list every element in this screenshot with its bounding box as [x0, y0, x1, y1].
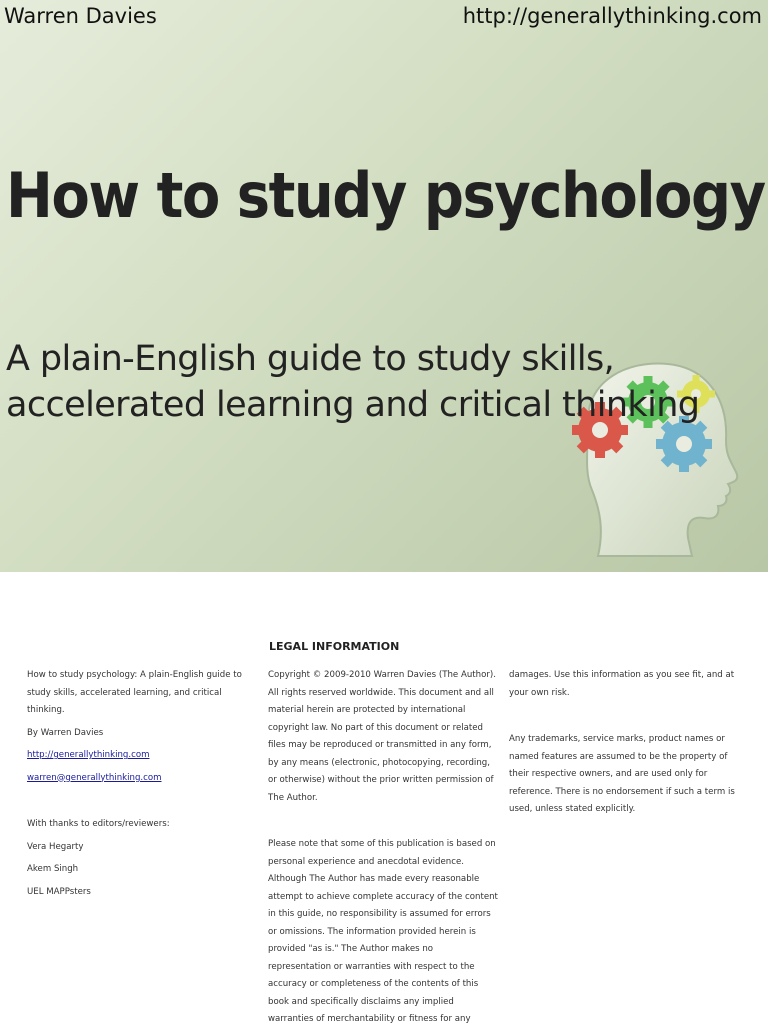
cover-subtitle: [6, 336, 766, 428]
cover-subtitle-line-1: A plain-English guide to study skills,: [6, 339, 615, 379]
copyright-paragraph: Copyright © 2009-2010 Warren Davies (The Author). All rights reserved worldwide. This document and all material herein are protected by international copyright law. No part of this document or related files may be reproduced or transmitted in any form, by any means (electronic, photocopying, recording, or otherwise) without the prior written permission of The Author.: [268, 670, 496, 803]
legal-column-2: [268, 667, 498, 1029]
book-description: How to study psychology: A plain-English guide to study skills, accelerated learning, and critical thinking.: [27, 670, 242, 715]
website-link[interactable]: http://generallythinking.com: [27, 750, 150, 760]
legal-column-1: [27, 667, 249, 901]
cover-url: http://generallythinking.com: [462, 4, 762, 28]
cover-author: Warren Davies: [4, 4, 157, 28]
legal-column-3: [509, 667, 739, 819]
cover-subtitle-line-2: accelerated learning and critical thinking: [6, 385, 700, 425]
email-link[interactable]: warren@generallythinking.com: [27, 772, 162, 783]
trademarks-paragraph: Any trademarks, service marks, product names or named features are assumed to be the property of their respective owners, and are used only for reference. There is no endorsement if such a term is used, unless stated explicitly.: [509, 734, 735, 814]
damages-paragraph: damages. Use this information as you see fit, and at your own risk.: [509, 670, 735, 698]
thanks-line: With thanks to editors/reviewers:: [27, 819, 170, 829]
reviewer-name: Akem Singh: [27, 864, 79, 874]
reviewer-name: Vera Hegarty: [27, 841, 84, 852]
reviewer-name: UEL MAPPsters: [27, 886, 91, 897]
disclaimer-paragraph: Please note that some of this publication is based on personal experience and anecdotal evidence. Although The Author has made every reasonable attempt to achieve complete accuracy of the content in this guide, no responsibility is assumed for errors or omissions. The information provided herein is provided "as is." The Author makes no representation or warranties with respect to the accuracy or completeness of the contents of this book and specifically disclaims any implied warranties of merchantability or fitness for any: [268, 839, 498, 1024]
legal-page: [0, 572, 768, 1024]
cover-title: How to study psychology: [6, 160, 765, 233]
legal-heading: LEGAL INFORMATION: [269, 640, 400, 653]
by-line: By Warren Davies: [27, 727, 104, 738]
